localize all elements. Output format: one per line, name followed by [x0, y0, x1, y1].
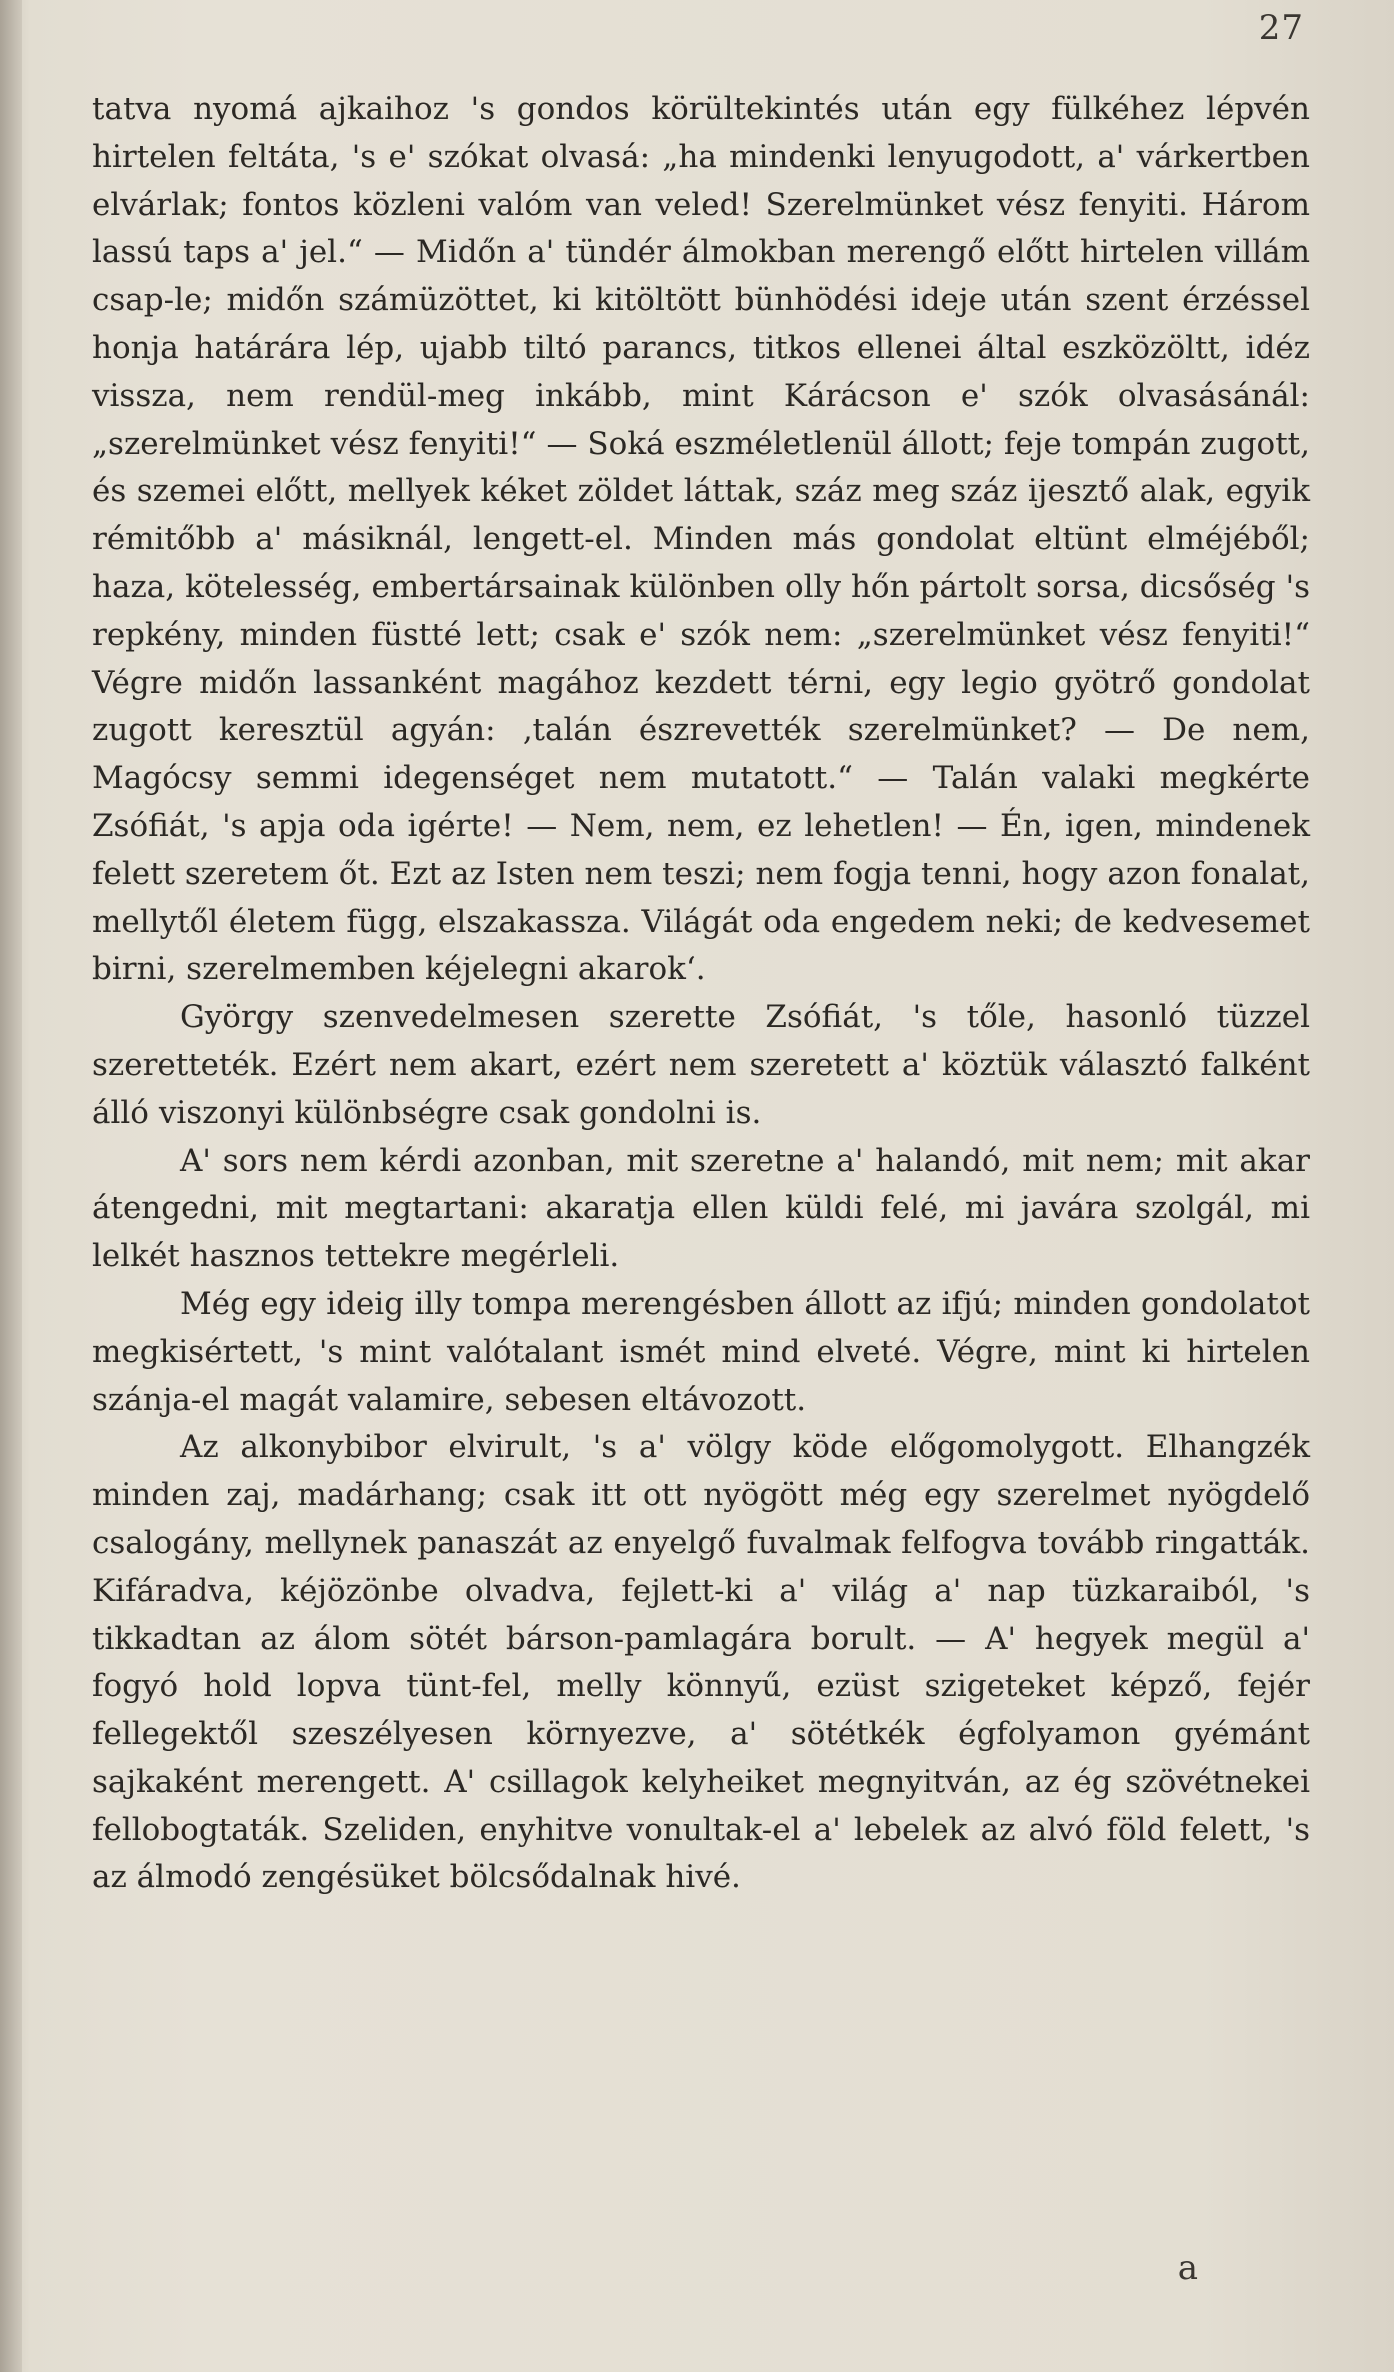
body-text [92, 86, 1310, 1902]
binding-shadow [0, 0, 22, 2372]
signature-mark: a [1177, 2248, 1198, 2288]
paragraph-3: A' sors nem kérdi azonban, mit szeretne a' halandó, mit nem; mit akar átengedni, mit megtartani: akaratja ellen küldi felé, mi javára szolgál, mi lelkét hasznos tettekre megérleli. [92, 1142, 1310, 1275]
paragraph-5: Az alkonybibor elvirult, 's a' völgy köde előgomolygott. Elhangzék minden zaj, madárhang; csak itt ott nyögött még egy szerelmet nyögdelő csalogány, mellynek panaszát az enyelgő fuvalmak felfogva tovább ringatták. Kifáradva, kéjözönbe olvadva, fejlett-ki a' világ a' nap tüzkaraiból, 's tikkadtan az álom sötét bárson-pamlagára borult. — A' hegyek megül a' fogyó hold lopva tünt-fel, melly könnyű, ezüst szigeteket képző, fejér fellegektől szeszélyesen környezve, a' sötétkék égfolyamon gyémánt sajkaként merengett. A' csillagok kelyheiket megnyitván, az ég szövétnekei fellobogtaták. Szeliden, enyhitve vonultak-el a' lebelek az alvó föld felett, 's az álmodó zengésüket bölcsődalnak hivé. [92, 1429, 1310, 1896]
paragraph-2: György szenvedelmesen szerette Zsófiát, 's tőle, hasonló tüzzel szeretteték. Ezért nem akart, ezért nem szeretett a' köztük választó falként álló viszonyi különbségre csak gondolni is. [92, 999, 1310, 1131]
paragraph-1: tatva nyomá ajkaihoz 's gondos körültekintés után egy fülkéhez lépvén hirtelen feltáta, 's e' szókat olvasá: „ha mindenki lenyugodott, a' várkertben elvárlak; fontos közleni valóm van veled! Szerelmünket vész fenyiti. Három lassú taps a' jel.“ — Midőn a' tündér álmokban merengő előtt hirtelen villám csap-le; midőn számüzöttet, ki kitöltött bünhödési ideje után szent érzéssel honja határára lép, ujabb tiltó parancs, titkos ellenei által eszközöltt, idéz vissza, nem rendül-meg inkább, mint Kárácson e' szók olvasásánál: „szerelmünket vész fenyiti!“ — Soká eszméletlenül állott; feje tompán zugott, és szemei előtt, mellyek kéket zöldet láttak, száz meg száz ijesztő alak, egyik rémitőbb a' másiknál, lengett-el. Minden más gondolat eltünt elméjéből; haza, kötelesség, embertársainak különben olly hőn pártolt sorsa, dicsőség 's repkény, minden füstté lett; csak e' szók nem: „szerelmünket vész fenyiti!“ Végre midőn lassanként magához kezdett térni, egy legio gyötrő gondolat zugott keresztül agyán: ‚talán észrevették szerelmünket? — De nem, Magócsy semmi idegenséget nem mutatott.“ — Talán valaki megkérte Zsófiát, 's apja oda igérte! — Nem, nem, ez lehetlen! — Én, igen, mindenek felett szeretem őt. Ezt az Isten nem teszi; nem fogja tenni, hogy azon fonalat, mellytől életem függ, elszakassza. Világát oda engedem neki; de kedvesemet birni, szerelmemben kéjelegni akarok‘. [92, 91, 1310, 988]
paragraph-4: Még egy ideig illy tompa merengésben állott az ifjú; minden gondolatot megkisértett, 's mint valótalant ismét mind elveté. Végre, mint ki hirtelen szánja-el magát valamire, sebesen eltávozott. [92, 1285, 1310, 1418]
page-number: 27 [1258, 8, 1304, 48]
